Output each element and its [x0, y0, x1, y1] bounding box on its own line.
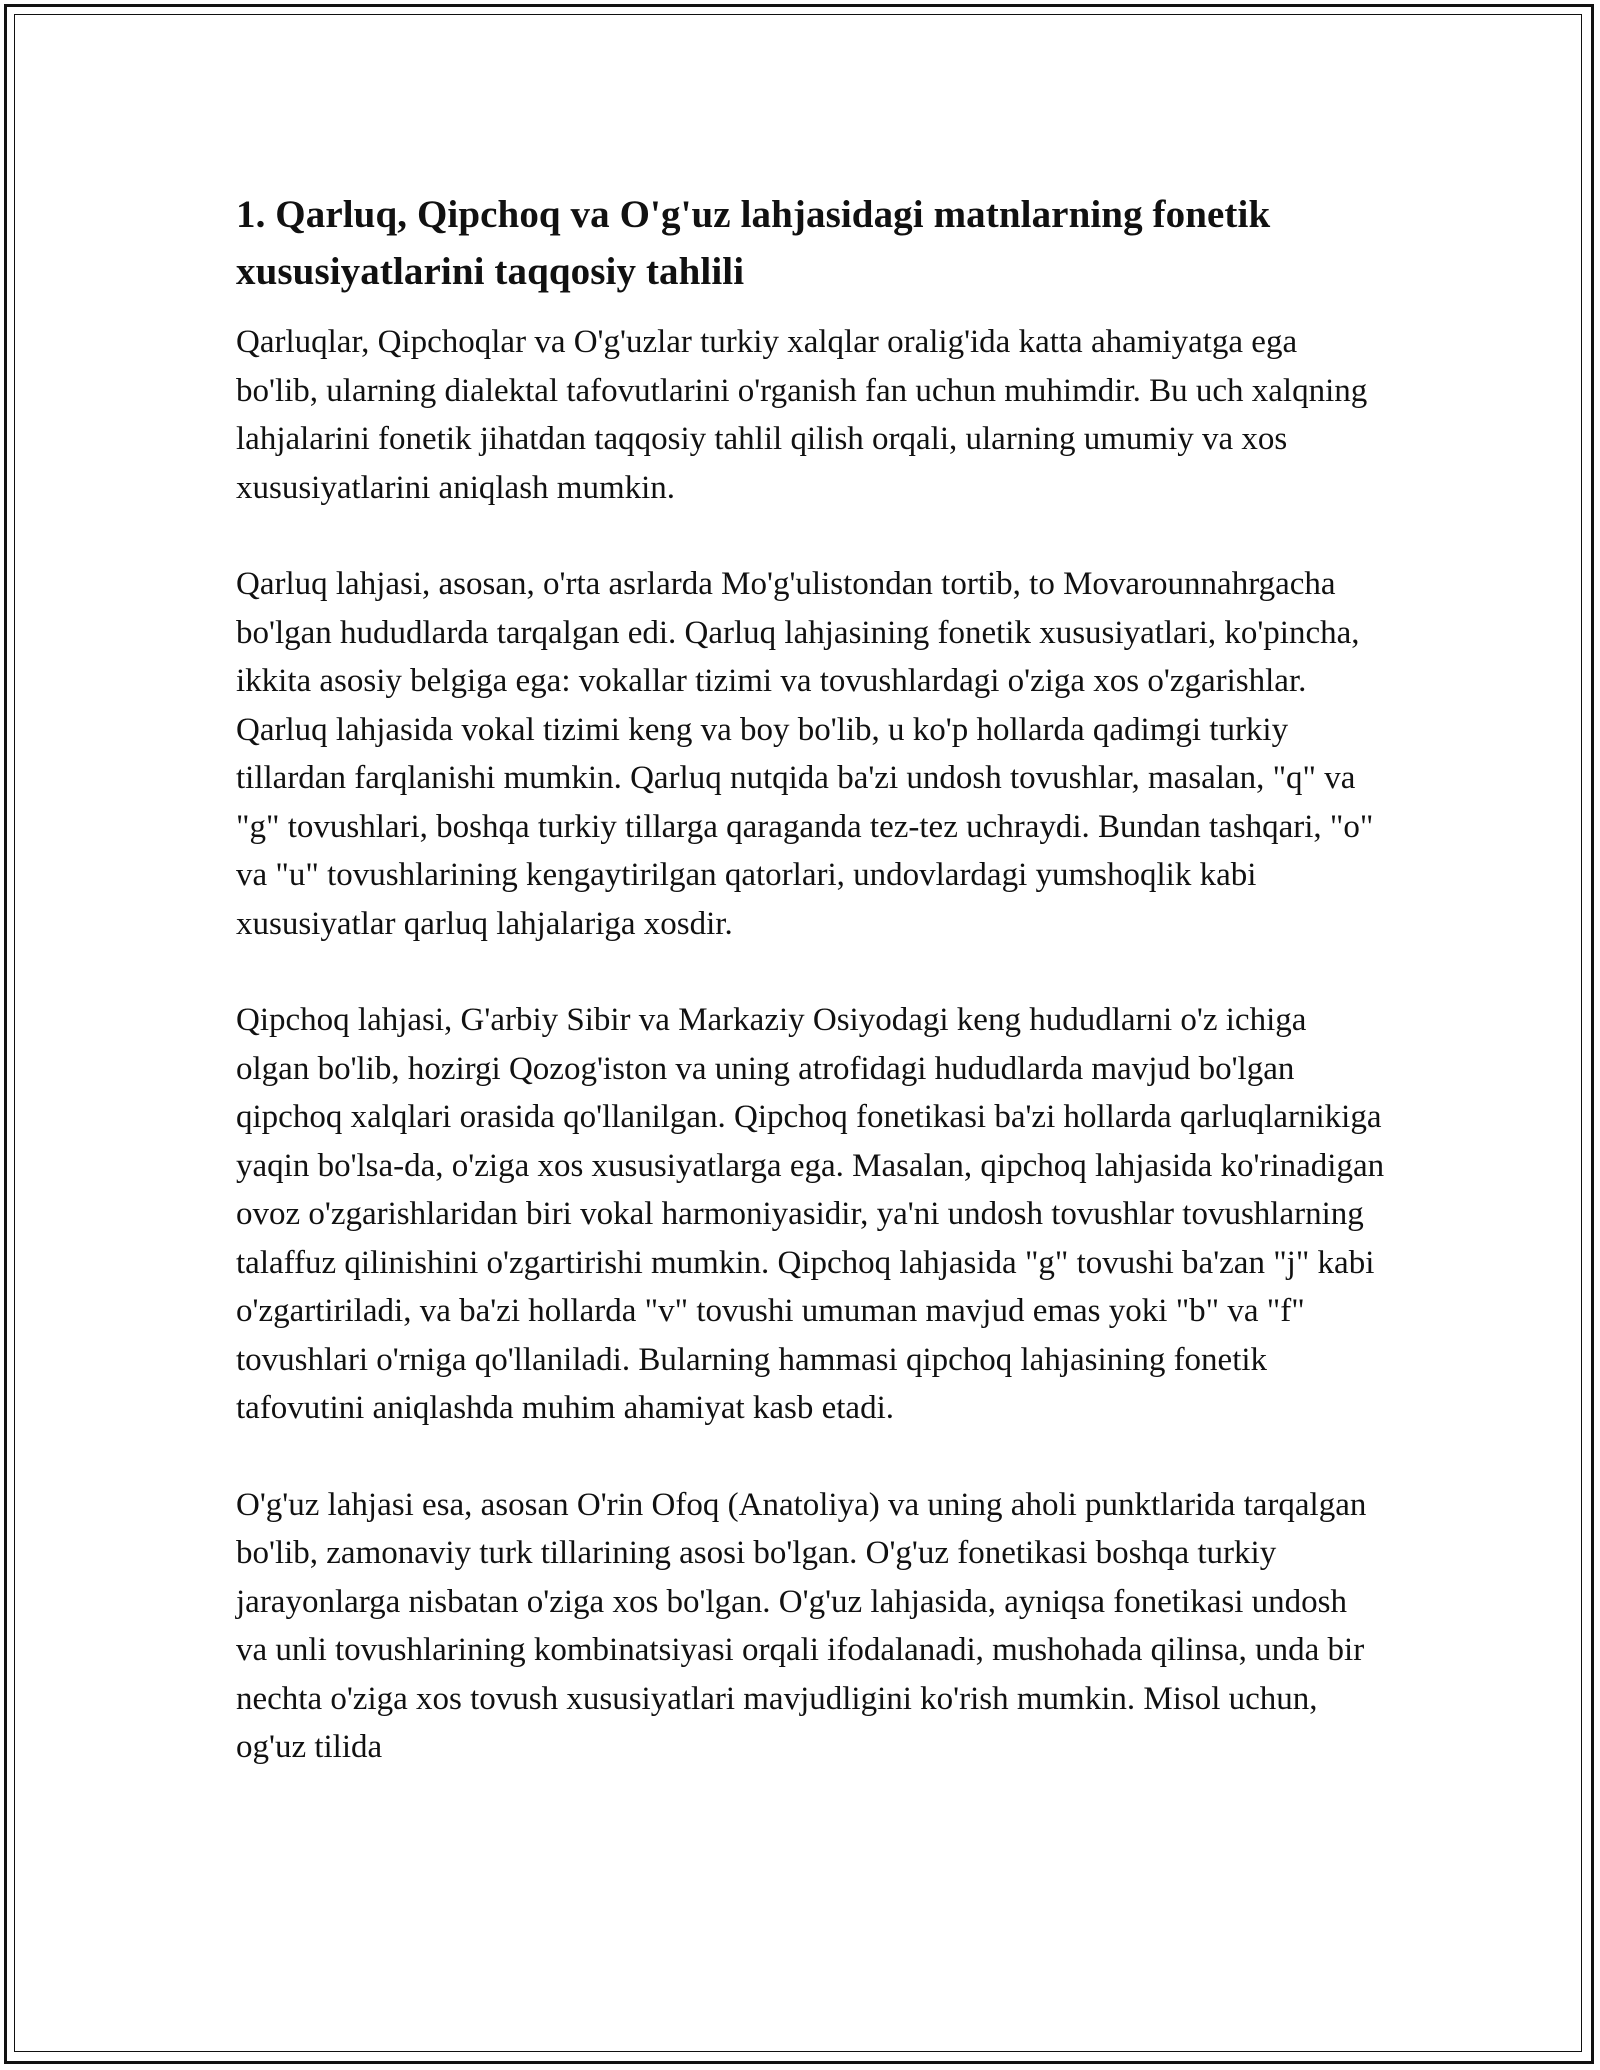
- paragraph-qarluq: Qarluq lahjasi, asosan, o'rta asrlarda Mo'g'ulistondan tortib, to Movarounnahrgacha bo'lgan hududlarda tarqalgan edi. Qarluq lahjasining fonetik xususiyatlari, ko'pincha, ikkita asosiy belgiga ega: vokallar tizimi va tovushlardagi o'ziga xos o'zgarishlar. Qarluq lahjasida vokal tizimi keng va boy bo'lib, u ko'p hollarda qadimgi turkiy tillardan farqlanishi mumkin. Qarluq nutqida ba'zi undosh tovushlar, masalan, "q" va "g" tovushlari, boshqa turkiy tillarga qaraganda tez-tez uchraydi. Bundan tashqari, "o" va "u" tovushlarining kengaytirilgan qatorlari, undovlardagi yumshoqlik kabi xususiyatlar qarluq lahjalariga xosdir.: [236, 566, 1374, 942]
- document-body: [236, 186, 1386, 1772]
- paragraph-oguz: O'g'uz lahjasi esa, asosan O'rin Ofoq (Anatoliya) va uning aholi punktlarida tarqalgan bo'lib, zamonaviy turk tillarining asosi bo'lgan. O'g'uz fonetikasi boshqa turkiy jarayonlarga nisbatan o'ziga xos bo'lgan. O'g'uz lahjasida, ayniqsa fonetikasi undosh va unli tovushlarining kombinatsiyasi orqali ifodalanadi, mushohada qilinsa, unda bir nechta o'ziga xos tovush xususiyatlari mavjudligini ko'rish mumkin. Misol uchun, og'uz tilida: [236, 1486, 1367, 1765]
- document-title: 1. Qarluq, Qipchoq va O'g'uz lahjasidagi matnlarning fonetik xususiyatlarini taqqosiy tahlili: [236, 193, 1271, 293]
- paragraph-qipchoq: Qipchoq lahjasi, G'arbiy Sibir va Markaziy Osiyodagi keng hududlarni o'z ichiga olgan bo'lib, hozirgi Qozog'iston va uning atrofidagi hududlarda mavjud bo'lgan qipchoq xalqlari orasida qo'llanilgan. Qipchoq fonetikasi ba'zi hollarda qarluqlarnikiga yaqin bo'lsa-da, o'ziga xos xususiyatlarga ega. Masalan, qipchoq lahjasida ko'rinadigan ovoz o'zgarishlaridan biri vokal harmoniyasidir, ya'ni undosh tovushlar tovushlarning talaffuz qilinishini o'zgartirishi mumkin. Qipchoq lahjasida "g" tovushi ba'zan "j" kabi o'zgartiriladi, va ba'zi hollarda "v" tovushi umuman mavjud emas yoki "b" va "f" tovushlari o'rniga qo'llaniladi. Bularning hammasi qipchoq lahjasining fonetik tafovutini aniqlashda muhim ahamiyat kasb etadi.: [236, 1002, 1385, 1426]
- paragraph-intro: Qarluqlar, Qipchoqlar va O'g'uzlar turkiy xalqlar oralig'ida katta ahamiyatga ega bo'lib, ularning dialektal tafovutlarini o'rganish fan uchun muhimdir. Bu uch xalqning lahjalarini fonetik jihatdan taqqosiy tahlil qilish orqali, ularning umumiy va xos xususiyatlarini aniqlash mumkin.: [236, 324, 1368, 506]
